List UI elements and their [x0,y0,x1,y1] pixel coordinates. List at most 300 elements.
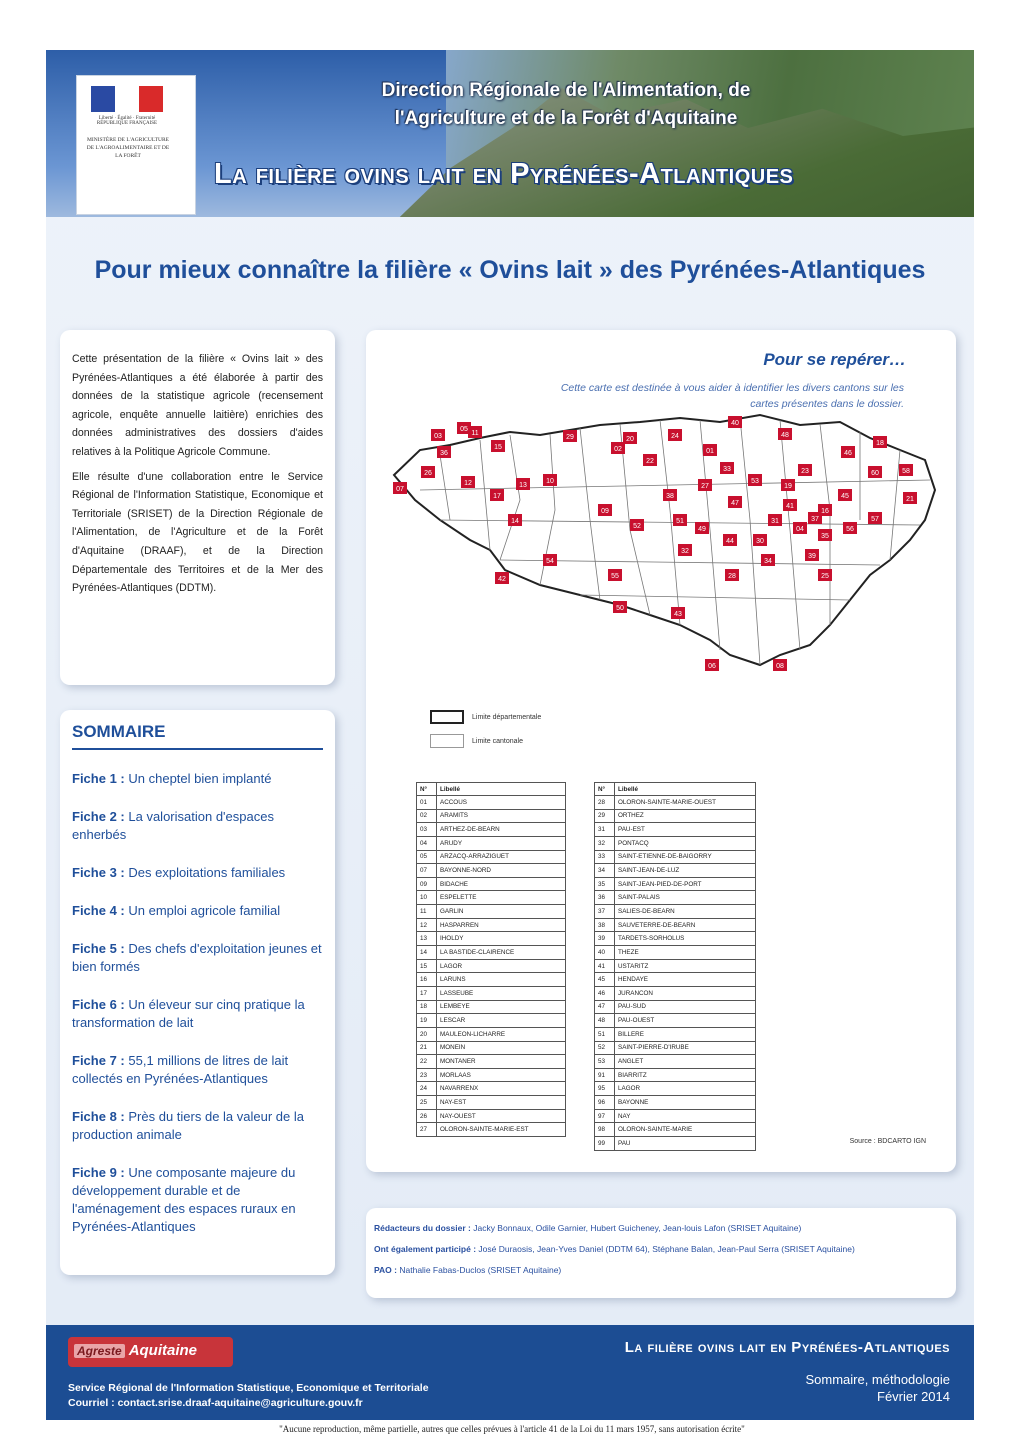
canton-name: HASPARREN [437,918,566,932]
fiche-number: Fiche 9 : [72,1165,125,1180]
banner-title: La filière ovins lait en Pyrénées-Atlantiques [214,158,794,190]
canton-marker [748,474,762,486]
table-row [417,918,566,932]
canton-marker [643,454,657,466]
canton-table-2 [594,782,756,1151]
table-row [417,946,566,960]
canton-marker [903,492,917,504]
canton-marker [468,426,482,438]
canton-marker [623,432,637,444]
canton-marker [663,489,677,501]
canton-number: 02 [417,809,437,823]
table-row [595,1000,756,1014]
canton-marker-label: 05 [460,426,468,433]
fiche-title: Des exploitations familiales [128,865,286,880]
canton-number: 46 [595,986,615,1000]
canton-marker-label: 08 [776,663,784,670]
table-row [595,946,756,960]
table-row [417,1055,566,1069]
canton-number: 25 [417,1096,437,1110]
canton-marker [818,569,832,581]
canton-marker-label: 41 [786,503,794,510]
agreste-logo [68,1337,233,1367]
intro-paragraph-2: Elle résulte d'une collaboration entre le Service Régional de l'Information Statistique, Economique et Territoriale (SRISET) de la Direction Régionale de l'Alimentation, de l'Agriculture et de la Forêt d'Aquitaine (DRAAF), et de la Direction Départementale des Territoires et de la Mer des Pyrénées-Atlantiques (DDTM). [72,470,323,595]
canton-marker [598,504,612,516]
table-row [595,1068,756,1082]
canton-name: GARLIN [437,905,566,919]
canton-marker [461,476,475,488]
table-row [417,850,566,864]
table-row [595,986,756,1000]
intro-paragraph-1: Cette présentation de la filière « Ovins lait » des Pyrénées-Atlantiques a été élaborée à partir des données de la statistique agricole (recensement agricole, enquête annuelle laitière) enrichies des données administratives des dossiers d'aides relatives à la Politique Agricole Commune. [72,353,323,458]
canton-marker-label: 53 [751,478,759,485]
canton-name: ANGLET [615,1055,756,1069]
canton-marker-label: 34 [764,558,772,565]
table-row [417,1123,566,1137]
canton-marker-label: 60 [871,470,879,477]
canton-marker-label: 03 [434,433,442,440]
table-row [417,1096,566,1110]
canton-marker [611,442,625,454]
canton-marker [516,478,530,490]
table-row [417,1082,566,1096]
table-row [595,836,756,850]
canton-number: 39 [595,932,615,946]
canton-name: LEMBEYE [437,1000,566,1014]
canton-marker-label: 32 [681,548,689,555]
canton-number: 09 [417,877,437,891]
table-row [595,1055,756,1069]
canton-number: 04 [417,836,437,850]
table-row [417,809,566,823]
canton-number: 31 [595,823,615,837]
fiche-number: Fiche 8 : [72,1109,125,1124]
credits-panel [366,1208,956,1298]
participe-label: Ont également participé : [374,1244,477,1254]
canton-name: TARDETS-SORHOLUS [615,932,756,946]
credits-redacteurs [374,1222,950,1235]
canton-name: OLORON-SAINTE-MARIE-OUEST [615,796,756,810]
map-legend [430,710,541,758]
canton-marker-label: 39 [808,553,816,560]
fiche-title: Près du tiers de la valeur de la production animale [72,1109,304,1142]
fiche-title: Un éleveur sur cinq pratique la transformation de lait [72,997,305,1030]
canton-name: MORLAAS [437,1068,566,1082]
table-row [417,823,566,837]
canton-name: PAU-SUD [615,1000,756,1014]
fiche-number: Fiche 5 : [72,941,125,956]
table-row [595,1014,756,1028]
document-type: Sommaire, méthodologie [805,1372,950,1387]
canton-marker-label: 33 [723,466,731,473]
canton-name: MONTANER [437,1055,566,1069]
fiche-item[interactable] [72,996,323,1032]
canton-marker [437,446,451,458]
canton-marker-label: 52 [633,523,641,530]
canton-marker-label: 35 [821,533,829,540]
canton-marker-label: 29 [566,434,574,441]
canton-name: SAINT-ETIENNE-DE-BAIGORRY [615,850,756,864]
canton-marker [868,466,882,478]
canton-number: 32 [595,836,615,850]
canton-name: LARUNS [437,973,566,987]
canton-marker [630,519,644,531]
canton-marker-label: 20 [626,436,634,443]
canton-number: 17 [417,986,437,1000]
canton-number: 48 [595,1014,615,1028]
canton-marker-label: 15 [494,444,502,451]
canton-name: LA BASTIDE-CLAIRENCE [437,946,566,960]
fiche-item[interactable] [72,1164,323,1236]
canton-marker [421,466,435,478]
canton-marker-label: 23 [801,468,809,475]
canton-marker [761,554,775,566]
map-heading: Pour se repérer… [763,350,906,369]
legend-canton-swatch [430,734,464,748]
canton-marker [703,444,717,456]
canton-number: 15 [417,959,437,973]
fiche-item[interactable] [72,902,323,920]
canton-number: 53 [595,1055,615,1069]
canton-name: PONTACQ [615,836,756,850]
table-row [417,877,566,891]
canton-marker [873,436,887,448]
canton-name: BAYONNE-NORD [437,864,566,878]
canton-marker-label: 27 [701,483,709,490]
canton-name: ARTHEZ-DE-BEARN [437,823,566,837]
canton-marker [705,659,719,671]
canton-marker-label: 51 [676,518,684,525]
table-row [595,1137,756,1151]
fiche-item[interactable] [72,940,323,976]
copyright-disclaimer: "Aucune reproduction, même partielle, autres que celles prévues à l'article 41 de la Loi du 11 mars 1957, sans autorisation écrite" [279,1424,745,1434]
canton-marker-label: 54 [546,558,554,565]
canton-name: SAUVETERRE-DE-BEARN [615,918,756,932]
intro-panel [60,330,335,685]
canton-marker [838,489,852,501]
canton-number: 03 [417,823,437,837]
fiche-item[interactable] [72,864,323,882]
table-row [595,891,756,905]
canton-marker-label: 36 [440,450,448,457]
participe-names: José Duraosis, Jean-Yves Daniel (DDTM 64), Stéphane Balan, Jean-Paul Serra (SRISET Aquitaine) [478,1244,855,1254]
ministry-name: MINISTÈRE DE L'AGRICULTURE DE L'AGROALIMENTAIRE ET DE LA FORÊT [86,137,170,159]
canton-number: 34 [595,864,615,878]
canton-marker [720,462,734,474]
table-row [595,973,756,987]
canton-name: BIARRITZ [615,1068,756,1082]
canton-name: NAY [615,1109,756,1123]
canton-marker-label: 01 [706,448,714,455]
col-num-header: N° [595,783,615,796]
canton-name: MONEIN [437,1041,566,1055]
aquitaine-brand: Aquitaine [128,1342,198,1359]
table-row [595,1027,756,1041]
canton-number: 33 [595,850,615,864]
canton-name: HENDAYE [615,973,756,987]
canton-marker [698,479,712,491]
canton-marker [843,522,857,534]
canton-marker-label: 43 [674,611,682,618]
table-row [595,796,756,810]
canton-marker [431,429,445,441]
table-row [595,823,756,837]
canton-number: 19 [417,1014,437,1028]
canton-name: NAY-OUEST [437,1109,566,1123]
table-row [417,959,566,973]
canton-number: 99 [595,1137,615,1151]
table-row [595,850,756,864]
canton-marker [393,482,407,494]
credits-participe [374,1243,950,1256]
canton-marker [841,446,855,458]
fiche-title: Un emploi agricole familial [128,903,281,918]
canton-name: OLORON-SAINTE-MARIE-EST [437,1123,566,1137]
canton-marker [728,496,742,508]
fiche-item[interactable] [72,1108,323,1144]
fiche-number: Fiche 7 : [72,1053,125,1068]
canton-name: ARZACQ-ARRAZIGUET [437,850,566,864]
canton-number: 11 [417,905,437,919]
canton-name: BILLERE [615,1027,756,1041]
marianne-flag-icon [91,86,163,112]
table-row [417,796,566,810]
canton-number: 45 [595,973,615,987]
canton-number: 28 [595,796,615,810]
footer [46,1325,974,1420]
canton-marker-label: 46 [844,450,852,457]
table-row [417,932,566,946]
table-row [417,905,566,919]
table-row [595,1082,756,1096]
fiche-item[interactable] [72,1052,323,1088]
col-label-header: Libellé [615,783,756,796]
canton-number: 98 [595,1123,615,1137]
canton-marker-label: 18 [876,440,884,447]
canton-marker [818,504,832,516]
canton-name: LAGOR [437,959,566,973]
col-label-header: Libellé [437,783,566,796]
table-row [595,905,756,919]
canton-number: 14 [417,946,437,960]
canton-marker [768,514,782,526]
canton-name: PAU-OUEST [615,1014,756,1028]
canton-map [380,410,940,710]
table-row [417,864,566,878]
canton-marker-label: 21 [906,496,914,503]
canton-marker-label: 26 [424,470,432,477]
pao-label: PAO : [374,1265,397,1275]
canton-number: 35 [595,877,615,891]
table-row [595,877,756,891]
canton-number: 29 [595,809,615,823]
canton-number: 10 [417,891,437,905]
canton-marker [899,464,913,476]
canton-marker-label: 58 [902,468,910,475]
redacteurs-names: Jacky Bonnaux, Odile Garnier, Hubert Guicheney, Jean-louis Lafon (SRISET Aquitaine) [473,1223,802,1233]
table-row [417,1041,566,1055]
direction-title: Direction Régionale de l'Alimentation, de l'Agriculture et de la Forêt d'Aquitaine [381,80,751,129]
canton-number: 47 [595,1000,615,1014]
pao-name: Nathalie Fabas-Duclos (SRISET Aquitaine) [399,1265,562,1275]
table-row [595,918,756,932]
canton-name: LASSEUBE [437,986,566,1000]
canton-number: 24 [417,1082,437,1096]
canton-marker-label: 13 [519,482,527,489]
legend-canton-row [430,734,541,748]
canton-name: SALIES-DE-BEARN [615,905,756,919]
table-row [417,1068,566,1082]
canton-marker [508,514,522,526]
canton-number: 52 [595,1041,615,1055]
table-row [417,1014,566,1028]
canton-marker-label: 25 [821,573,829,580]
canton-marker [753,534,767,546]
canton-marker-label: 40 [731,420,739,427]
fiche-item[interactable] [72,808,323,844]
map-source: Source : BDCARTO IGN [849,1138,926,1145]
canton-marker-label: 02 [614,446,622,453]
canton-marker [818,529,832,541]
canton-number: 20 [417,1027,437,1041]
canton-number: 36 [595,891,615,905]
canton-marker [798,464,812,476]
canton-marker-label: 09 [601,508,609,515]
map-note: Cette carte est destinée à vous aider à identifier les divers cantons sur les cartes présentes dans le dossier. [560,382,904,410]
fiche-title: Un cheptel bien implanté [128,771,272,786]
canton-name: PAU-EST [615,823,756,837]
canton-marker [608,569,622,581]
canton-number: 91 [595,1068,615,1082]
canton-marker-label: 45 [841,493,849,500]
canton-name: ARAMITS [437,809,566,823]
table-row [417,1109,566,1123]
canton-name: ACCOUS [437,796,566,810]
canton-number: 51 [595,1027,615,1041]
table-row [595,809,756,823]
canton-marker [543,554,557,566]
canton-marker-label: 31 [771,518,779,525]
canton-marker [613,601,627,613]
table-row [417,1027,566,1041]
page [46,50,974,1420]
canton-marker-label: 16 [821,508,829,515]
canton-name: NAVARRENX [437,1082,566,1096]
canton-number: 12 [417,918,437,932]
canton-marker-label: 42 [498,576,506,583]
canton-name: MAULEON-LICHARRE [437,1027,566,1041]
canton-marker-label: 57 [871,516,879,523]
canton-number: 07 [417,864,437,878]
canton-name: SAINT-PIERRE-D'IRUBE [615,1041,756,1055]
canton-number: 23 [417,1068,437,1082]
table-row [417,986,566,1000]
canton-name: ESPELETTE [437,891,566,905]
canton-marker-label: 17 [493,493,501,500]
fiche-number: Fiche 2 : [72,809,125,824]
publication-date: Février 2014 [877,1389,950,1404]
ministry-logo [76,75,196,215]
contact-email[interactable]: Courriel : contact.srise.draaf-aquitaine@agriculture.gouv.fr [68,1397,363,1409]
canton-marker-label: 28 [728,573,736,580]
fiche-title: Des chefs d'exploitation jeunes et bien formés [72,941,322,974]
legend-dept-row [430,710,541,724]
canton-number: 38 [595,918,615,932]
canton-number: 40 [595,946,615,960]
canton-marker [728,416,742,428]
canton-marker-label: 48 [781,432,789,439]
table-row [417,973,566,987]
table-row [595,959,756,973]
canton-name: BAYONNE [615,1096,756,1110]
canton-marker [868,512,882,524]
fiche-number: Fiche 3 : [72,865,125,880]
canton-marker [673,514,687,526]
canton-marker [678,544,692,556]
canton-number: 05 [417,850,437,864]
canton-name: LESCAR [437,1014,566,1028]
canton-marker-label: 07 [396,486,404,493]
canton-marker [671,607,685,619]
fiche-list [72,770,323,1236]
canton-number: 13 [417,932,437,946]
canton-name: OLORON-SAINTE-MARIE [615,1123,756,1137]
footer-meta [805,1371,950,1405]
canton-table-1 [416,782,566,1137]
canton-number: 96 [595,1096,615,1110]
header-banner [46,50,974,217]
canton-marker [490,489,504,501]
canton-marker-label: 19 [784,483,792,490]
canton-marker-label: 38 [666,493,674,500]
canton-name: SAINT-JEAN-DE-LUZ [615,864,756,878]
canton-name: ARUDY [437,836,566,850]
legend-dept-swatch [430,710,464,724]
canton-marker-label: 55 [611,573,619,580]
map-panel [366,330,956,1172]
canton-number: 21 [417,1041,437,1055]
canton-marker [805,549,819,561]
canton-number: 97 [595,1109,615,1123]
canton-marker [725,569,739,581]
canton-name: IHOLDY [437,932,566,946]
canton-number: 26 [417,1109,437,1123]
canton-number: 18 [417,1000,437,1014]
redacteurs-label: Rédacteurs du dossier : [374,1223,471,1233]
fiche-number: Fiche 1 : [72,771,125,786]
sommaire-title: SOMMAIRE [72,722,323,750]
canton-marker-label: 04 [796,526,804,533]
canton-marker [793,522,807,534]
col-num-header: N° [417,783,437,796]
fiche-item[interactable] [72,770,323,788]
canton-marker-label: 10 [546,478,554,485]
canton-marker-label: 44 [726,538,734,545]
canton-marker [495,572,509,584]
canton-number: 27 [417,1123,437,1137]
canton-name: LAGOR [615,1082,756,1096]
sommaire-panel [60,710,335,1275]
canton-marker [491,440,505,452]
agreste-brand: Agreste [74,1344,125,1358]
table-row [595,1096,756,1110]
footer-title: La filière ovins lait en Pyrénées-Atlantiques [624,1339,950,1356]
canton-number: 01 [417,796,437,810]
canton-name: JURANCON [615,986,756,1000]
footer-service [68,1381,429,1411]
canton-marker [668,429,682,441]
fiche-number: Fiche 4 : [72,903,125,918]
